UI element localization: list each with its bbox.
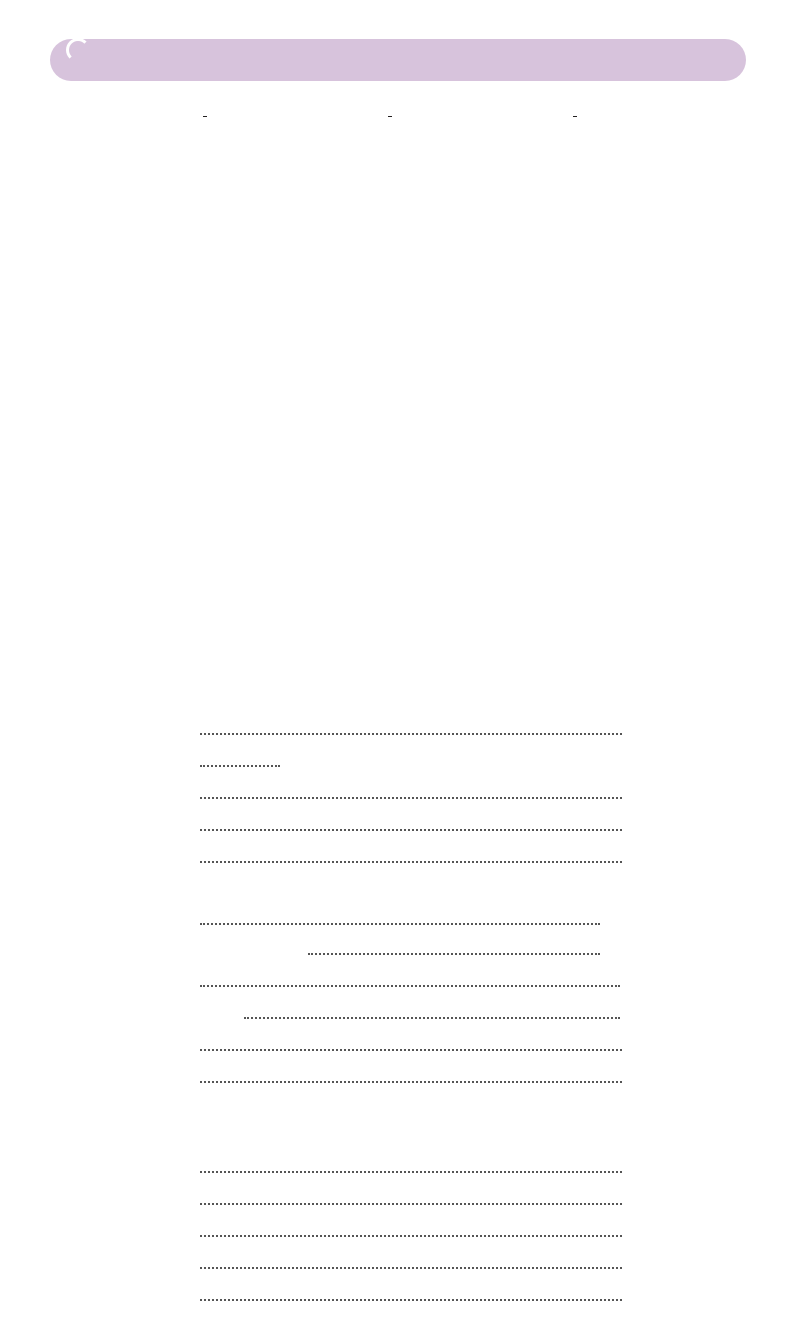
leader-dots [200,837,622,863]
service-3 [573,100,577,126]
order-item-scripture [58,846,738,876]
leader-dots [200,961,620,987]
leader-dots [308,929,600,955]
service-1-name [203,114,207,117]
header-bar [50,39,746,81]
order-item-hymn [58,718,738,748]
order-item-postlude [58,1284,738,1314]
order-item-offering [58,1066,738,1096]
leader-row [0,100,800,160]
leader-dots [200,899,600,925]
leader-dots [200,773,622,799]
service-2-name [388,114,392,117]
leader-dots [200,1147,622,1173]
leader-dots [200,1057,622,1083]
header-decoration-icon [66,38,90,62]
service-1 [203,100,207,126]
leader-dots [200,1179,622,1205]
leader-dots [244,993,620,1019]
service-2 [388,100,392,126]
leader-dots [200,1211,622,1237]
leader-dots [200,1275,622,1301]
leader-dots [200,741,280,767]
leader-dots [200,1025,622,1051]
leader-dots [200,805,622,831]
leader-dots [200,709,622,735]
leader-dots [200,1243,622,1269]
service-3-name [573,114,577,117]
